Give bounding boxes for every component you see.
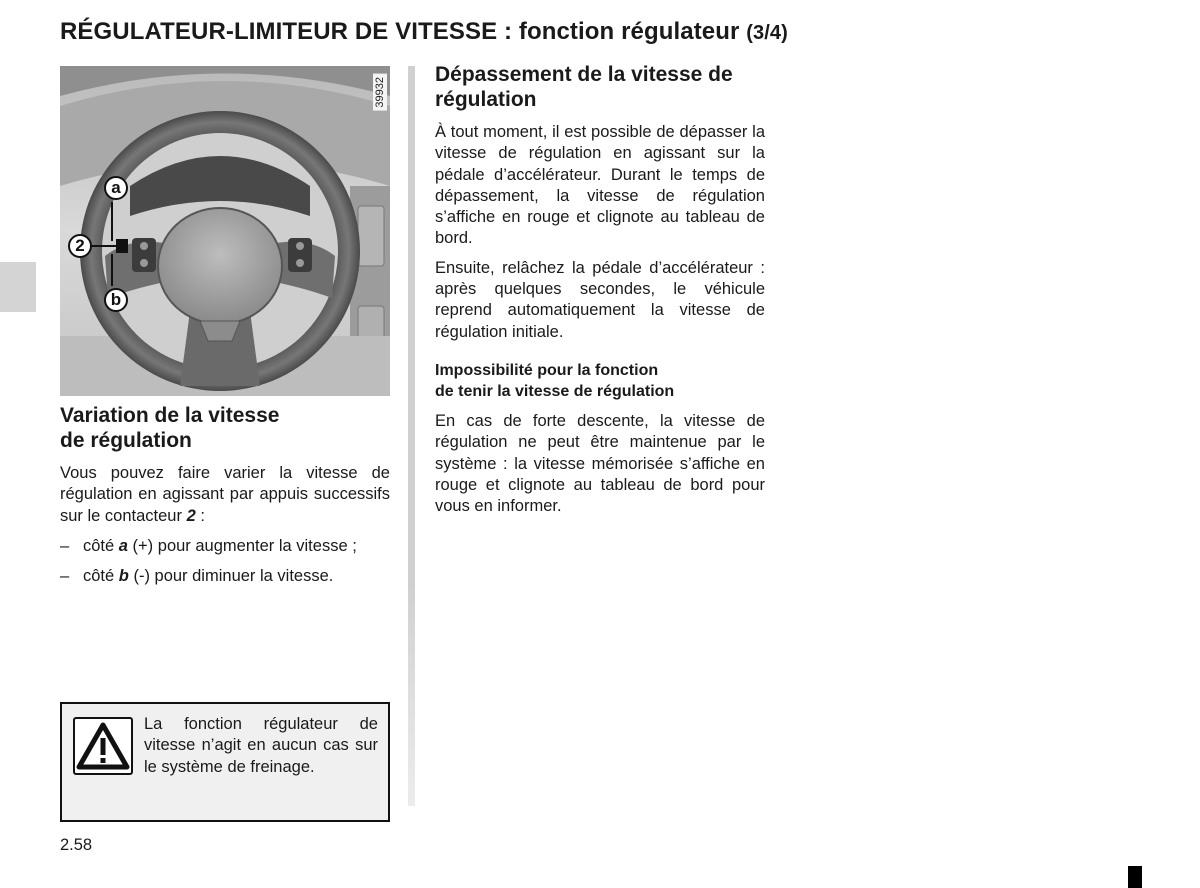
variation-list (60, 536, 390, 587)
heading-line-1: Variation de la vitesse (60, 404, 280, 427)
corner-mark (1128, 866, 1142, 888)
section-heading-variation (60, 403, 390, 453)
variation-intro (60, 463, 390, 527)
page-title-suffix: (3/4) (746, 22, 788, 44)
list-item (60, 536, 390, 557)
list-item-key: a (118, 536, 128, 555)
impossibility-paragraph: En cas de forte descente, la vitesse de régulation ne peut être maintenue par le système : la vitesse mémorisée s’affiche en rouge et clignote au tableau de bord pour vous en informer. (435, 411, 765, 516)
list-item-pre: côté (83, 536, 119, 555)
speed-exceed-section (435, 62, 765, 517)
warning-triangle-icon (73, 717, 133, 775)
list-item-post: (+) pour augmenter la vitesse ; (127, 536, 357, 555)
exceed-paragraph-2: Ensuite, relâchez la pédale d’accélérateur : après quelques secondes, le véhicule reprend automatiquement la vitesse de régulation initiale. (435, 258, 765, 341)
chapter-tab (0, 262, 36, 312)
page-title (60, 18, 788, 46)
warning-text: La fonction régulateur de vitesse n’agit en aucun cas sur le système de freinage. (144, 715, 378, 776)
section-heading-exceed: Dépassement de la vitesse de régulation (435, 63, 733, 111)
page-number: 2.58 (60, 836, 93, 854)
list-item-key: b (118, 566, 129, 585)
subheading-line-2: de tenir la vitesse de régulation (435, 382, 675, 400)
exceed-paragraph-1: À tout moment, il est possible de dépasser la vitesse de régulation en agissant sur la pédale d’accélérateur. Durant le temps de dépassement, la vitesse de régulation s’affiche en rouge et clignote au tableau de bord. (435, 123, 765, 248)
list-item (60, 566, 390, 587)
figure-reference-number: 39932 (373, 74, 387, 111)
heading-line-2: de régulation (60, 429, 192, 452)
list-item-pre: côté (83, 566, 119, 585)
warning-box (60, 702, 390, 822)
intro-text: Vous pouvez faire varier la vitesse de régulation en agissant par appuis successifs sur le contacteur (60, 464, 390, 525)
subheading-impossibility (435, 360, 765, 402)
intro-end: : (195, 506, 205, 525)
list-item-post: (-) pour diminuer la vitesse. (128, 566, 334, 585)
intro-key: 2 (186, 506, 196, 525)
speed-variation-section (60, 403, 390, 596)
steering-wheel-illustration (60, 66, 390, 396)
list-dash: – (60, 536, 70, 555)
column-divider (408, 66, 415, 806)
list-dash: – (60, 566, 70, 585)
subheading-line-1: Impossibilité pour la fonction (435, 361, 659, 379)
callout-2: 2 (68, 234, 92, 258)
steering-wheel-figure (60, 66, 390, 396)
callout-a: a (104, 176, 128, 200)
page-title-text: RÉGULATEUR-LIMITEUR DE VITESSE : fonction régulateur (60, 18, 740, 45)
callout-b: b (104, 288, 128, 312)
